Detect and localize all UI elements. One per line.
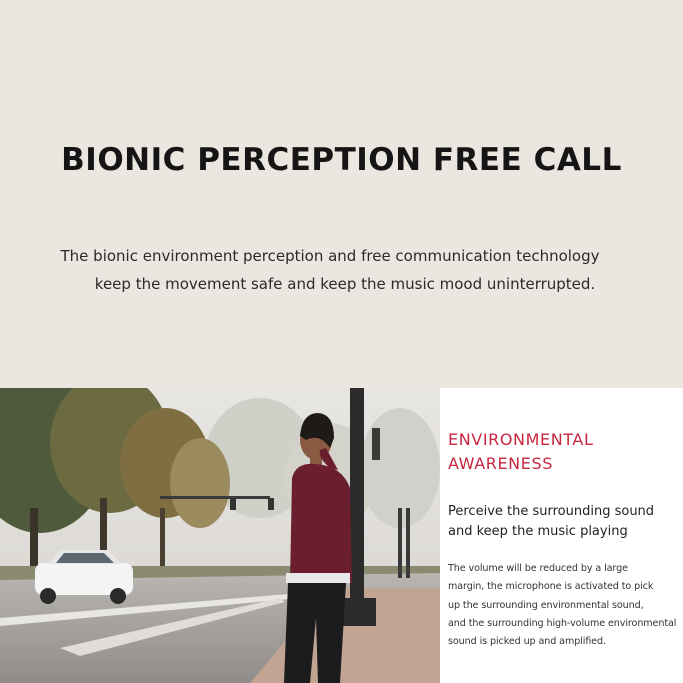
feature-body-line: sound is picked up and amplified.	[448, 636, 606, 648]
feature-body	[448, 560, 683, 651]
feature-title-line: AWARENESS	[448, 454, 553, 473]
description-line: keep the movement safe and keep the music mood uninterrupted.	[94, 275, 596, 293]
feature-title	[448, 428, 594, 476]
feature-body-line: The volume will be reduced by a large	[448, 563, 628, 574]
feature-subtitle-line: Perceive the surrounding sound	[448, 504, 655, 519]
description-line: The bionic environment perception and free communication technology	[60, 247, 600, 265]
page-title: BIONIC PERCEPTION FREE CALL	[61, 142, 622, 178]
feature-body-line: margin, the microphone is activated to pick	[448, 581, 654, 593]
feature-subtitle-line: and keep the music playing	[448, 524, 628, 539]
feature-body-line: up the surrounding environmental sound,	[448, 599, 644, 611]
street-scene-illustration	[0, 388, 440, 683]
hero-description	[0, 242, 660, 298]
feature-subtitle	[448, 502, 654, 542]
feature-title-line: ENVIRONMENTAL	[448, 430, 594, 449]
runner-street-photo	[0, 388, 440, 683]
feature-panel	[440, 388, 683, 683]
feature-body-line: and the surrounding high-volume environmental	[448, 617, 677, 629]
